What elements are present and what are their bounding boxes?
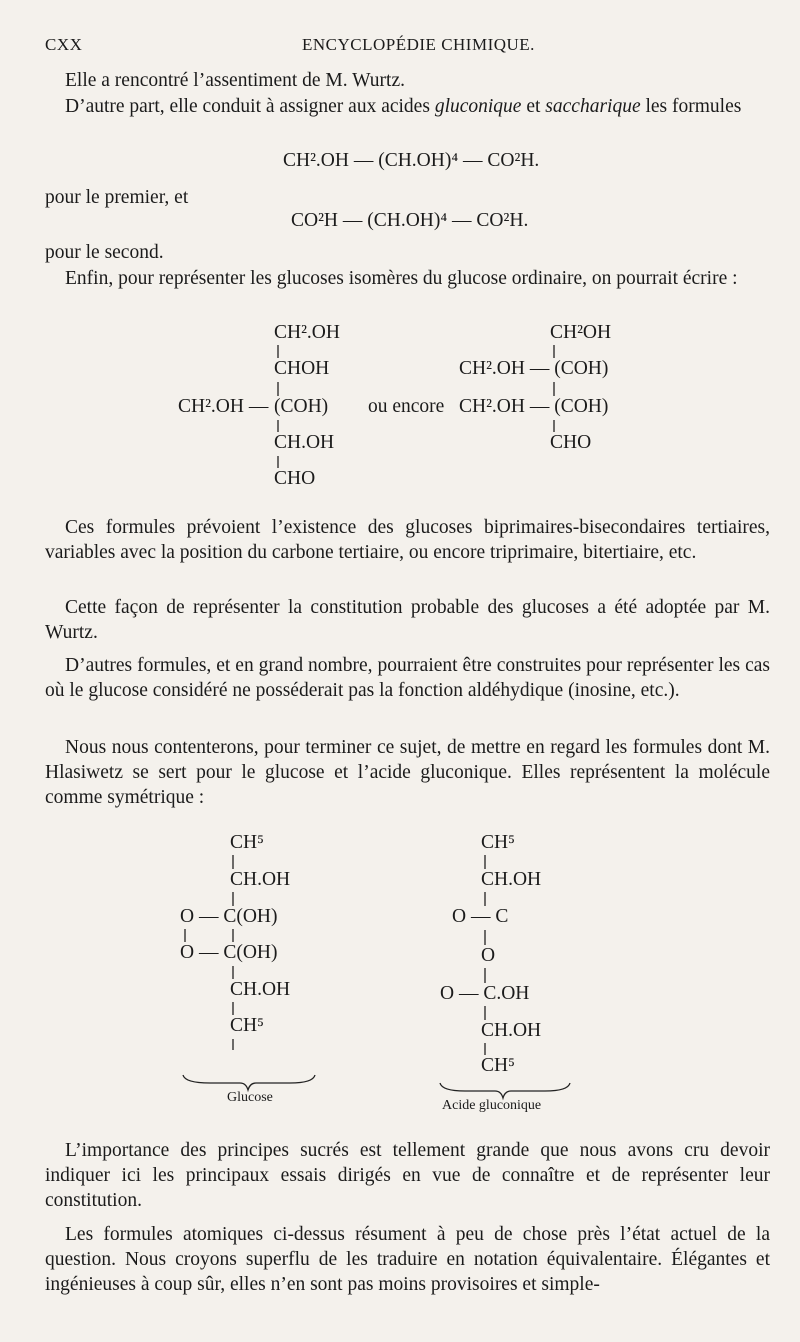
formula-b-row1: CH²OH	[550, 322, 612, 343]
glucose-row6: CH⁵	[230, 1015, 264, 1036]
glucose-brace	[183, 1075, 315, 1090]
gluconic-row1: CH⁵	[481, 832, 515, 853]
gluconic-label: Acide gluconique	[442, 1098, 542, 1113]
page-number: CXX	[45, 35, 83, 54]
formula-a-row1: CH².OH	[274, 322, 340, 343]
paragraph-tertiary-glucoses: Ces formules prévoient l’existence des glucoses biprimaires-bisecondaires tertiaires, variables avec la position du carbone tertiaire, ou encore triprimaire, bitertiaire, etc.	[45, 517, 770, 563]
glucose-label: Glucose	[227, 1090, 273, 1105]
formula-a-row3: (COH)	[274, 396, 329, 417]
gluconic-row2: CH.OH	[481, 869, 542, 890]
formula-b-row3: CH².OH — (COH)	[459, 396, 609, 417]
glucose-row4: O — C(OH)	[180, 942, 278, 963]
glucose-row3: O — C(OH)	[180, 906, 278, 927]
text-pour-le-premier: pour le premier, et	[45, 187, 189, 208]
glucose-row1: CH⁵	[230, 832, 264, 853]
gluconic-row5: O — C.OH	[440, 983, 530, 1004]
paragraph-wurtz-adoption: Cette façon de représenter la constitution probable des glucoses a été adoptée par M. Wurtz.	[45, 597, 770, 643]
gluconic-row4: O	[481, 945, 496, 966]
paragraph-acids-formulas: D’autre part, elle conduit à assigner aux acides gluconique et saccharique les formules	[65, 96, 742, 117]
paragraph-other-formulas: D’autres formules, et en grand nombre, pourraient être construites pour représenter les cas où le glucose considéré ne posséderait pas la fonction aldéhydique (inosine, etc.).	[45, 655, 770, 701]
formula-b-row4: CHO	[550, 432, 592, 453]
term-gluconique: gluconique	[434, 96, 522, 117]
paragraph-importance: L’importance des principes sucrés est tellement grande que nous avons cru devoir indiquer ici les principaux essais dirigés en vue de connaître et de représenter leur constitution.	[45, 1140, 770, 1211]
formula-gluconic-acid: CH².OH — (CH.OH)⁴ — CO²H.	[283, 150, 540, 171]
formula-a-row4: CH.OH	[274, 432, 335, 453]
paragraph-wurtz-assent: Elle a rencontré l’assentiment de M. Wurtz.	[65, 70, 405, 91]
gluconic-brace	[440, 1083, 570, 1098]
text-pour-le-second: pour le second.	[45, 242, 164, 263]
formula-saccharic-acid: CO²H — (CH.OH)⁴ — CO²H.	[291, 210, 529, 231]
formula-a-row2: CHOH	[274, 358, 330, 379]
gluconic-row3: O — C	[452, 906, 509, 927]
formula-a-row5: CHO	[274, 468, 316, 489]
glucose-row5: CH.OH	[230, 979, 291, 1000]
paragraph-hlasiwetz: Nous nous contenterons, pour terminer ce sujet, de mettre en regard les formules dont M. Hlasiwetz se sert pour le glucose et l’acide gluconique. Elles représentent la molécule comme symétrique :	[45, 737, 770, 808]
term-saccharique: saccharique	[545, 96, 641, 117]
formula-a-row3-left: CH².OH —	[178, 396, 269, 417]
formula-joiner: ou encore	[368, 396, 445, 417]
formula-b-row2: CH².OH — (COH)	[459, 358, 609, 379]
paragraph-atomic-formulas: Les formules atomiques ci-dessus résument à peu de chose près l’état actuel de la question. Nous croyons superflu de les traduire en notation équivalentaire. Élégantes et ingénieuses à coup sûr, elles n’en sont pas moins provisoires et simple-	[45, 1224, 770, 1295]
running-title: ENCYCLOPÉDIE CHIMIQUE.	[302, 35, 535, 54]
gluconic-row6: CH.OH	[481, 1020, 542, 1041]
gluconic-row7: CH⁵	[481, 1055, 515, 1076]
glucose-row2: CH.OH	[230, 869, 291, 890]
paragraph-isomeric-glucoses: Enfin, pour représenter les glucoses isomères du glucose ordinaire, on pourrait écrire :	[65, 268, 738, 289]
